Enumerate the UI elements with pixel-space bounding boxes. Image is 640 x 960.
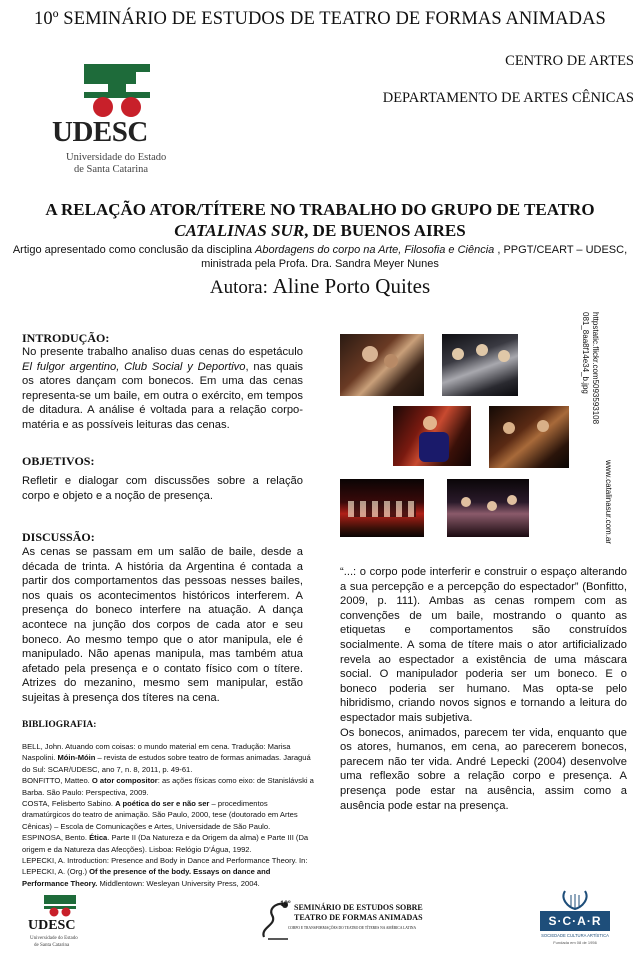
- udesc-emblem-icon: [40, 893, 80, 917]
- scene-photo: [393, 406, 471, 466]
- scene-photo: [340, 479, 424, 537]
- footer-seminar-number: 10º: [280, 899, 291, 908]
- objectives-text: Refletir e dialogar com discussões sobre a relação corpo e objeto e a noção de presença.: [22, 475, 303, 502]
- title-suffix: , DE BUENOS AIRES: [304, 221, 466, 240]
- right-paragraph-1: “...: o corpo pode interferir e construir o espaço alterando a sua percepção e a percepção do espectador” (Bonfitto, 2009, p. 111). Ambas as cenas rompem com as convenções de um baile, mostrando o quanto as etiquetas e comportamentos são construídos socialmente. A soma de títere mais o ator artificializado revela ao espectador a existência de uma máscara social. O manipulador poderia ser um boneco. E o boneco poderia ser humano. Mas opta-se pelo hibridismo, criando novos signos e tornando a leitura do espectador mais subjetiva.: [340, 566, 627, 724]
- scene-photo: [442, 334, 518, 396]
- intro-text: [22, 345, 303, 433]
- footer-seminar-line2: TEATRO DE FORMAS ANIMADAS: [294, 913, 423, 922]
- lyre-icon: [560, 889, 590, 911]
- bib-entry: COSTA, Felisberto Sabino. A poética do ser e não ser – procedimentos dramatúrgicos do teatro de animação. São Paulo, 2000, tese (doutorado em Artes Cênicas) – Escola de Comunicações e Artes, Universidade de São Paulo.: [22, 799, 298, 831]
- paper-title-line1: A RELAÇÃO ATOR/TÍTERE NO TRABALHO DO GRUPO DE TEATRO: [45, 200, 595, 219]
- udesc-logo-text: UDESC: [52, 116, 148, 148]
- catalinas-credit: www.catalinasur.com.ar: [604, 460, 613, 545]
- scene-photo: [489, 406, 569, 468]
- footer-scar-sub2: Fundada em 08 de 1956: [553, 940, 597, 945]
- objectives-heading: OBJETIVOS:: [22, 454, 95, 468]
- footer-seminar-line3: CORPO E TRANSFORMAÇÕES DO TEATRO DE TÍTERES NA AMÉRICA LATINA: [288, 926, 417, 930]
- footer-logos: [0, 885, 640, 960]
- footer-udesc-logo: [22, 893, 102, 953]
- seminar-title: 10º SEMINÁRIO DE ESTUDOS DE TEATRO DE FORMAS ANIMADAS: [34, 9, 606, 29]
- author-line: [0, 274, 640, 299]
- bib-entry: BELL, John. Atuando com coisas: o mundo material em cena. Tradução: Marisa Naspolini. Móin-Móin – revista de estudos sobre teatro de formas animadas. Jaraguá do Sul: SCAR/UDESC, ano 7, n. 8, 2011, p. 49-61.: [22, 742, 311, 774]
- flickr-credit: httpstatic.flickr.com5093593108 081_8aa8f14e34_b.jpg: [581, 312, 600, 425]
- article-prefix: Artigo apresentado como conclusão da disciplina: [12, 244, 255, 256]
- intro-heading: INTRODUÇÃO:: [22, 331, 110, 345]
- centro-de-artes: CENTRO DE ARTES: [505, 53, 634, 69]
- intro-text-a: No presente trabalho analiso duas cenas do espetáculo: [22, 346, 303, 358]
- bib-entry: BONFITTO, Matteo. O ator compositor: as ações físicas como eixo: de Stanislávski a Barba. São Paulo: Perspectiva, 2009.: [22, 776, 314, 797]
- intro-show-title: El fulgor argentino, Club Social y Deportivo: [22, 360, 246, 373]
- udesc-logo-line2: de Santa Catarina: [74, 164, 149, 175]
- bibliography-list: [22, 741, 314, 889]
- intro-text-b: , nas quais os atores dançam com bonecos. Em uma das cenas representa-se um baile, em outra o exército, em tempos de ditadura. A análise é voltada para a relação corpo-matéria e as possíveis leituras das cenas.: [22, 360, 304, 431]
- article-note: [8, 243, 632, 271]
- author-name: Aline Porto Quites: [272, 274, 431, 298]
- right-paragraph-2: Os bonecos, animados, parecem ter vida, enquanto que os atores, humanos, em cena, ao parecerem bonecos, parecem não ter vida. André Lepecki (2004) desenvolve uma reflexão sobre a relação corpo e presença. A presença pode estar na ausência, assim como a ausência pode estar na presença.: [340, 726, 627, 812]
- bib-entry: ESPINOSA, Bento. Ética. Parte II (Da Natureza e da Origem da alma) e Parte III (Da origem e da Natureza das Afecções). Lisboa: Relógio D’Água, 1992.: [22, 833, 309, 854]
- footer-seminar-line1: SEMINÁRIO DE ESTUDOS SOBRE: [294, 903, 423, 912]
- footer-udesc-sub2: de Santa Catarina: [34, 943, 70, 948]
- footer-scar-logo: [540, 889, 610, 951]
- footer-udesc-sub1: Universidade do Estado: [30, 936, 78, 941]
- author-colon: :: [262, 277, 273, 298]
- author-label: Autora: [209, 277, 263, 298]
- departamento: DEPARTAMENTO DE ARTES CÊNICAS: [382, 90, 634, 106]
- udesc-logo-line1: Universidade do Estado: [66, 152, 167, 163]
- scene-photo: [340, 334, 424, 396]
- article-suffix: , PPGT/CEART – UDESC,: [494, 244, 628, 256]
- footer-scar-sub1: SOCIEDADE CULTURA ARTÍSTICA: [541, 933, 609, 938]
- footer-udesc-text: UDESC: [28, 918, 76, 933]
- footer-seminar-logo: [258, 895, 428, 951]
- paper-title-line2: [0, 221, 640, 241]
- bib-entry: LEPECKI, A. Introduction: Presence and Body in Dance and Performance Theory. In: LEPECKI, A. (Org.) Of the presence of the body. Essays on dance and Performance Theory. Middlentown: Wesleyan University Press, 2004.: [22, 856, 308, 888]
- article-discipline: Abordagens do corpo na Arte, Filosofia e Ciência: [255, 244, 495, 256]
- udesc-logo: [52, 56, 182, 176]
- discussion-text: As cenas se passam em um salão de baile, desde a década de trinta. A história da Argentina é contada a partir dos comportamentos das pessoas nesses bailes, nos quais os acontecimentos históricos interferem. A presença do boneco interfere na atuação. A dança acontece na junção dos corpos de cada ator e seu boneco. Ao mesmo tempo que o ator manipula, ele é manipulado. Não apenas manipula, mas também atua afetado pela presença e o contato físico com o títere. Atrizes do mezanino, mesmo sem manipular, estão sujeitas à presença dos títeres na cena.: [22, 546, 303, 704]
- group-name: CATALINAS SUR: [174, 221, 305, 240]
- right-column-text: [340, 565, 627, 813]
- discussion-heading: DISCUSSÃO:: [22, 530, 95, 544]
- footer-scar-text: S·C·A·R: [540, 911, 610, 931]
- scene-photo: [447, 479, 529, 537]
- bibliography-heading: BIBLIOGRAFIA:: [22, 720, 97, 730]
- article-professor: ministrada pela Profa. Dra. Sandra Meyer Nunes: [201, 258, 439, 270]
